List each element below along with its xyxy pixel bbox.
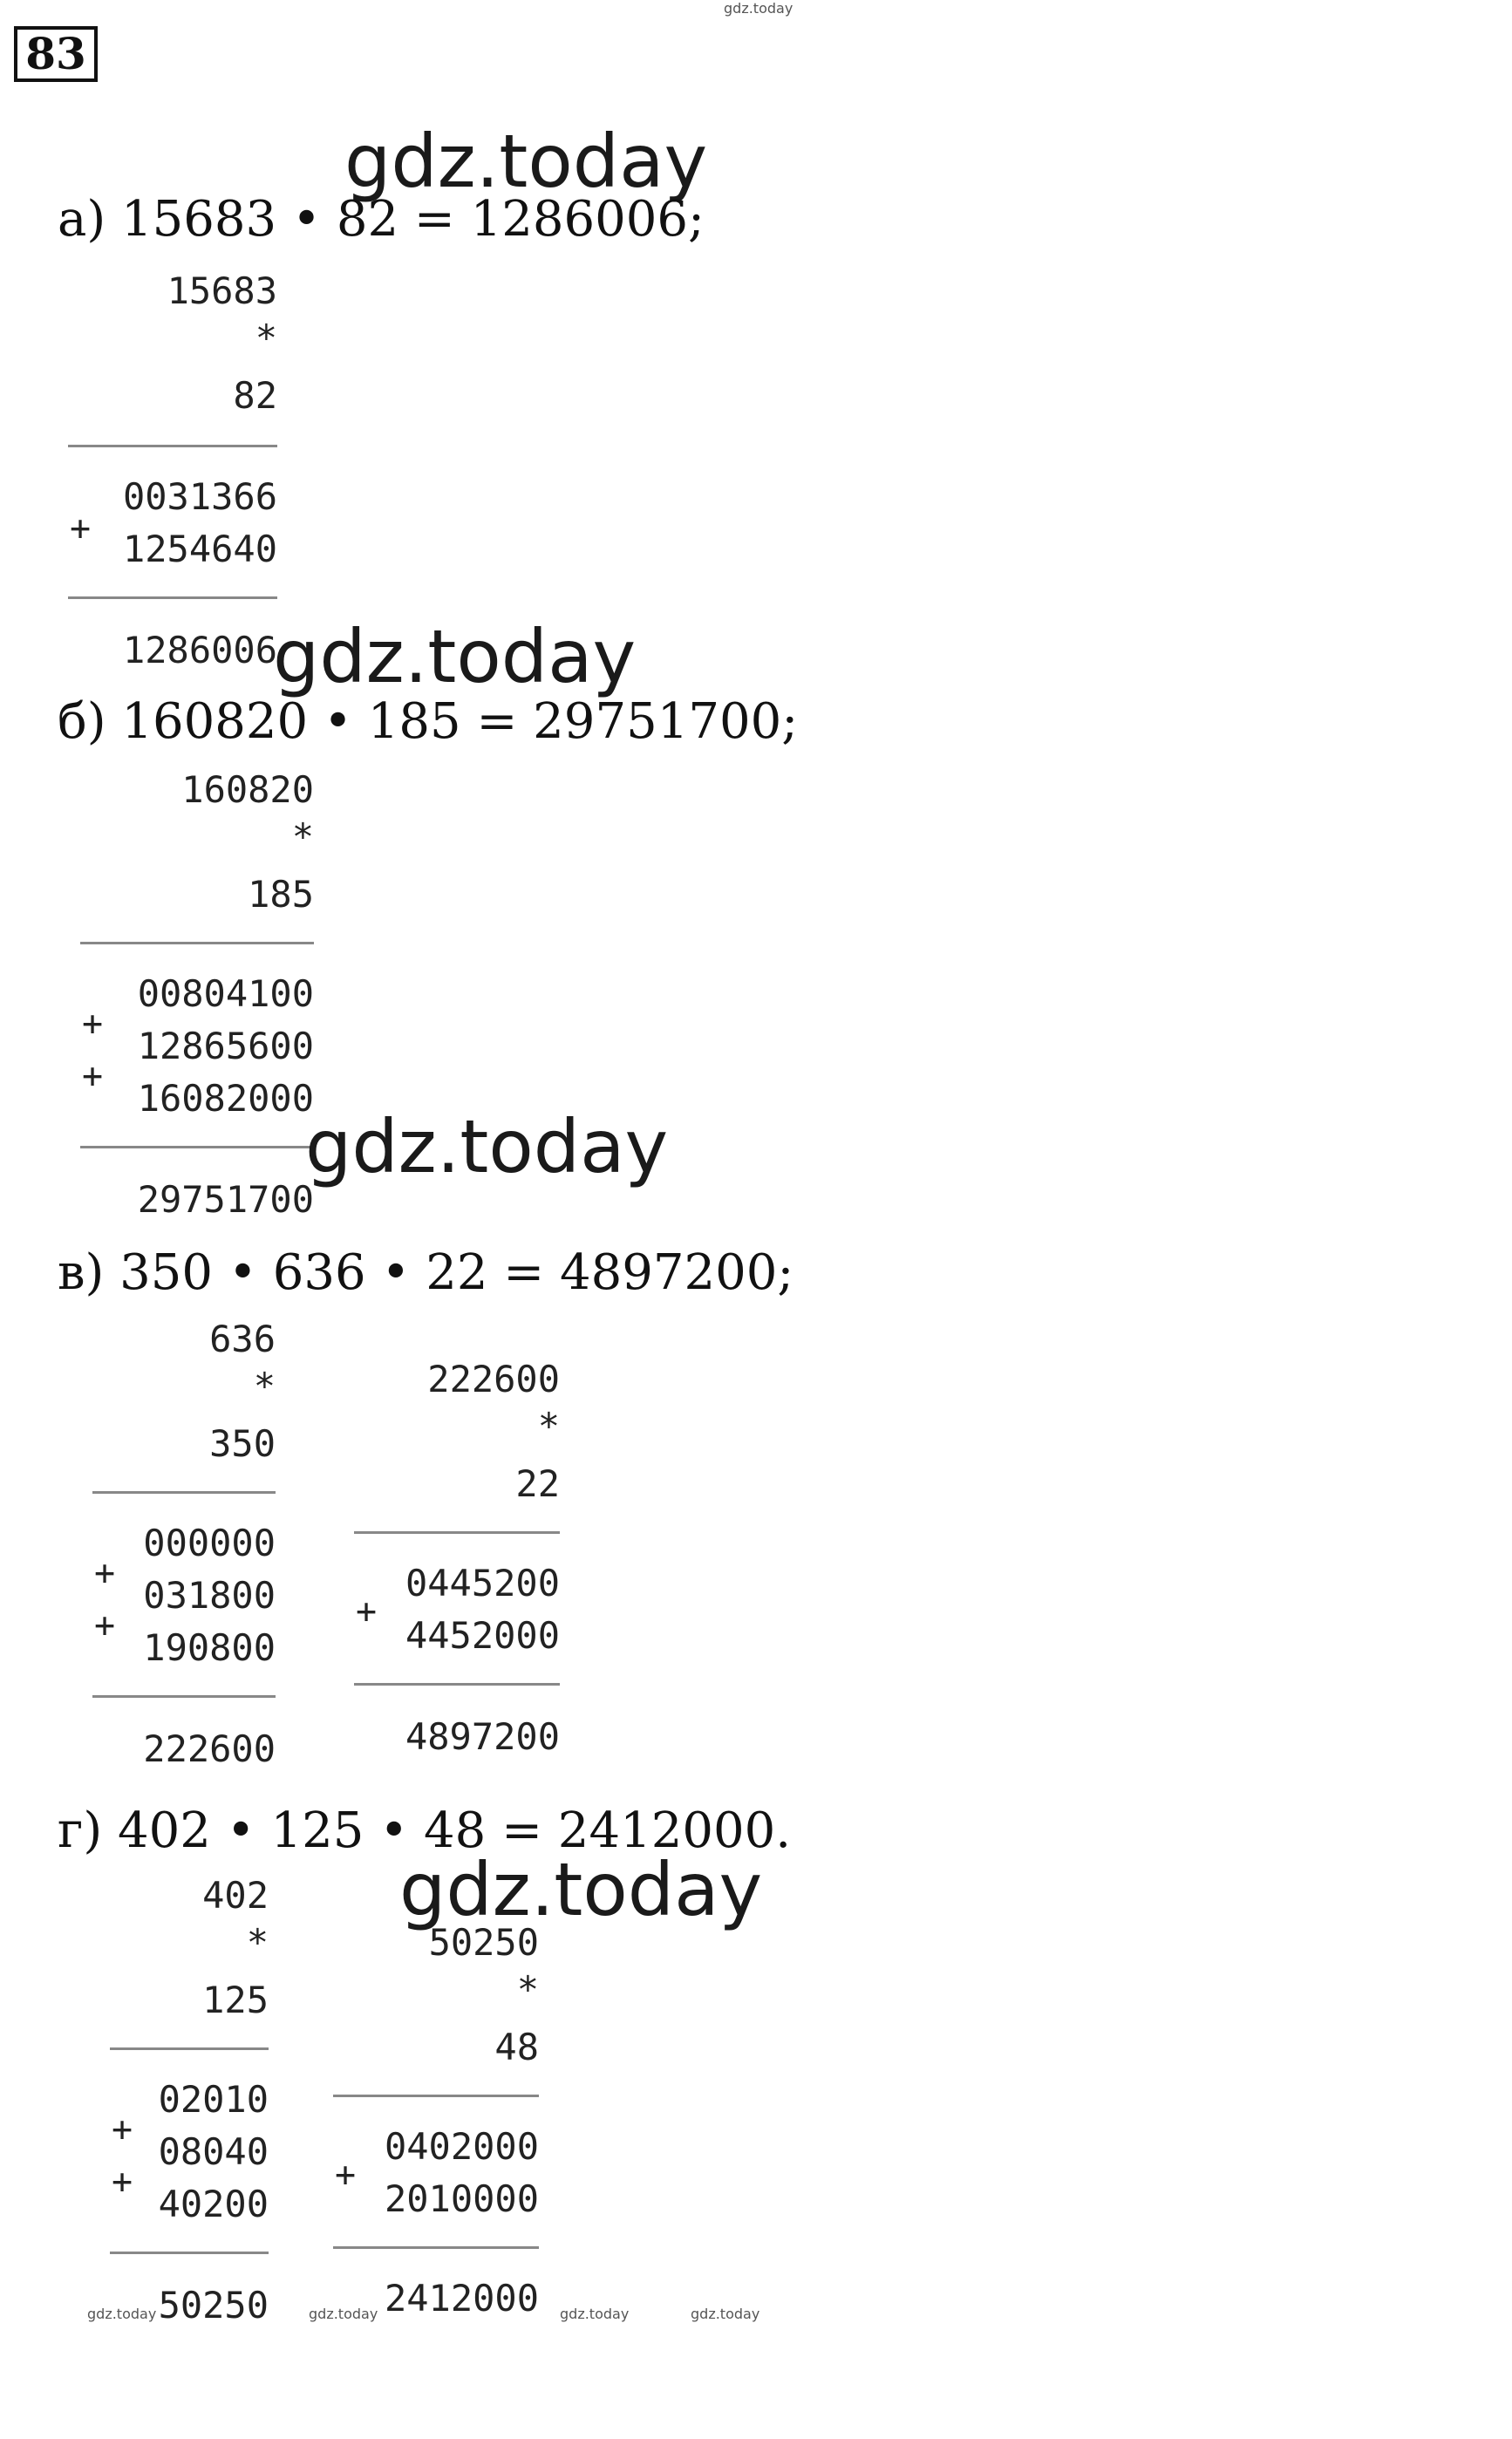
rule-line xyxy=(92,1491,276,1494)
column-multiplication-v2 xyxy=(354,1359,560,1777)
rule-line xyxy=(110,2047,269,2050)
multiplicand: 50250 xyxy=(428,1921,539,1964)
problem-number: 83 xyxy=(14,26,98,82)
multiply-sign: * xyxy=(537,1405,560,1448)
watermark-small: gdz.today xyxy=(560,2306,630,2322)
plus-sign: + xyxy=(70,508,92,548)
multiplicand: 15683 xyxy=(167,269,277,312)
watermark: gdz.today xyxy=(344,119,708,204)
partial-product: 190800 xyxy=(143,1626,276,1669)
equation-v: в) 350 • 636 • 22 = 4897200; xyxy=(58,1244,794,1301)
multiplier: 22 xyxy=(515,1462,560,1505)
product-result: 50250 xyxy=(158,2284,269,2327)
partial-product: 12865600 xyxy=(137,1025,314,1067)
product-result: 4897200 xyxy=(405,1715,560,1758)
product-result: 1286006 xyxy=(122,629,277,671)
multiplicand: 636 xyxy=(209,1318,276,1360)
multiplier: 350 xyxy=(209,1422,276,1465)
partial-product: 08040 xyxy=(158,2130,269,2173)
plus-sign: + xyxy=(94,1605,116,1645)
rule-line xyxy=(354,1683,560,1686)
partial-product: 4452000 xyxy=(405,1614,560,1657)
plus-sign: + xyxy=(356,1591,378,1632)
partial-product: 00804100 xyxy=(137,972,314,1015)
partial-product: 031800 xyxy=(143,1574,276,1617)
equation-g: г) 402 • 125 • 48 = 2412000. xyxy=(58,1802,792,1859)
plus-sign: + xyxy=(82,1056,104,1096)
product-result: 2412000 xyxy=(384,2277,539,2320)
partial-product: 2010000 xyxy=(384,2177,539,2220)
rule-line xyxy=(80,942,314,944)
multiplier: 48 xyxy=(494,2026,539,2068)
column-multiplication-b xyxy=(80,769,314,1231)
rule-line xyxy=(110,2252,269,2254)
equation-a: а) 15683 • 82 = 1286006; xyxy=(58,191,705,248)
multiply-sign: * xyxy=(516,1968,539,2011)
plus-sign: + xyxy=(112,2109,133,2149)
watermark: gdz.today xyxy=(273,614,637,699)
watermark-small: gdz.today xyxy=(691,2306,760,2322)
partial-product: 0031366 xyxy=(122,475,277,518)
column-multiplication-v1 xyxy=(92,1318,276,1781)
partial-product: 16082000 xyxy=(137,1077,314,1120)
partial-product: 0445200 xyxy=(405,1562,560,1604)
rule-line xyxy=(80,1146,314,1148)
multiplier: 82 xyxy=(233,374,277,417)
rule-line xyxy=(92,1695,276,1698)
rule-line xyxy=(68,596,277,599)
multiplier: 185 xyxy=(248,873,314,916)
product-result: 222600 xyxy=(143,1727,276,1770)
partial-product: 1254640 xyxy=(122,528,277,570)
partial-product: 0402000 xyxy=(384,2125,539,2168)
rule-line xyxy=(333,2095,539,2097)
multiplicand: 222600 xyxy=(427,1358,560,1400)
watermark-small: gdz.today xyxy=(309,2306,378,2322)
multiply-sign: * xyxy=(255,317,277,359)
multiply-sign: * xyxy=(246,1921,269,1964)
partial-product: 40200 xyxy=(158,2183,269,2225)
plus-sign: + xyxy=(82,1004,104,1044)
partial-product: 02010 xyxy=(158,2078,269,2121)
equation-b: б) 160820 • 185 = 29751700; xyxy=(58,693,799,750)
partial-product: 000000 xyxy=(143,1522,276,1564)
column-multiplication-a xyxy=(68,270,277,680)
rule-line xyxy=(68,445,277,447)
watermark: gdz.today xyxy=(399,1847,763,1932)
watermark: gdz.today xyxy=(305,1104,669,1189)
plus-sign: + xyxy=(94,1553,116,1593)
column-multiplication-g2 xyxy=(333,1922,539,2340)
plus-sign: + xyxy=(335,2155,357,2195)
product-result: 29751700 xyxy=(137,1178,314,1221)
watermark-small-top: gdz.today xyxy=(724,0,793,17)
plus-sign: + xyxy=(112,2162,133,2202)
column-multiplication-g1 xyxy=(110,1875,269,2337)
rule-line xyxy=(354,1531,560,1534)
rule-line xyxy=(333,2246,539,2249)
watermark-small: gdz.today xyxy=(87,2306,157,2322)
multiplicand: 402 xyxy=(202,1874,269,1917)
multiply-sign: * xyxy=(291,815,314,858)
multiply-sign: * xyxy=(253,1365,276,1407)
multiplicand: 160820 xyxy=(181,768,314,811)
multiplier: 125 xyxy=(202,1979,269,2021)
